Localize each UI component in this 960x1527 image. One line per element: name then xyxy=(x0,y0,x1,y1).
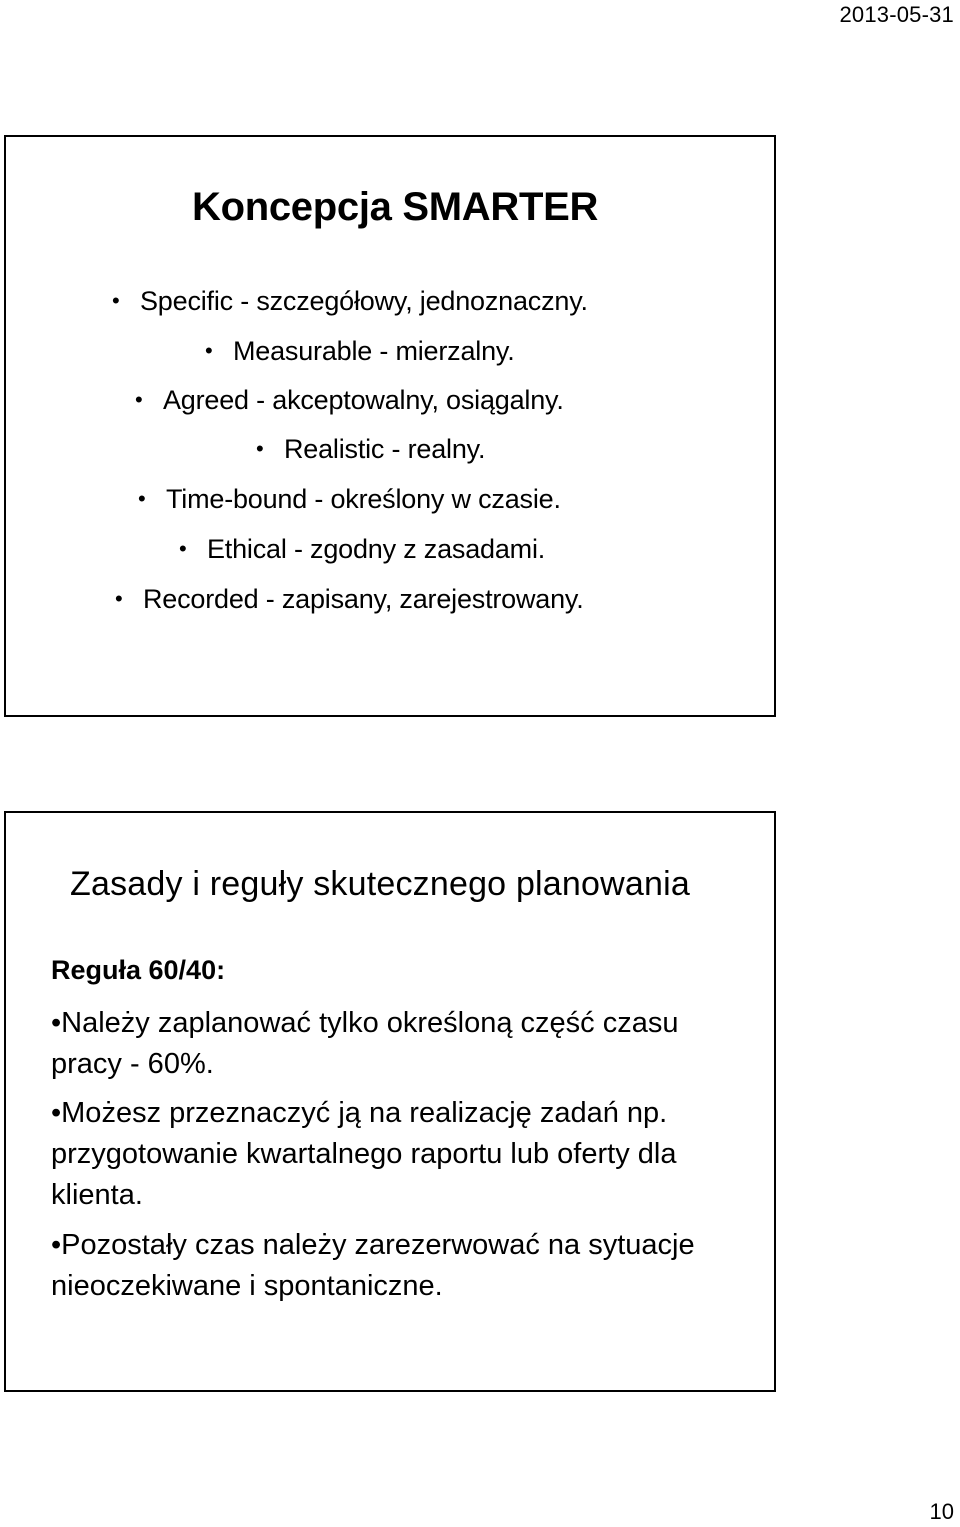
rule-subheading: Reguła 60/40: xyxy=(51,955,226,985)
list-item-text: Recorded - zapisany, zarejestrowany. xyxy=(143,584,584,614)
date-header: 2013-05-31 xyxy=(839,2,954,27)
slide-planning-rules xyxy=(4,811,776,1392)
bullet-icon: • xyxy=(135,387,143,412)
list-item-text: Time-bound - określony w czasie. xyxy=(166,484,561,514)
page-number: 10 xyxy=(929,1499,954,1524)
bullet-icon: • xyxy=(112,288,120,313)
list-item-text: Realistic - realny. xyxy=(284,434,486,464)
bullet-icon: • xyxy=(205,338,213,363)
rule-paragraph: •Możesz przeznaczyć ją na realizację zadań np. przygotowanie kwartalnego raportu lub oferty dla klienta. xyxy=(51,1097,677,1211)
slide-smarter xyxy=(4,135,776,717)
bullet-icon: • xyxy=(138,486,146,511)
rule-paragraph: •Należy zaplanować tylko określoną część czasu pracy - 60%. xyxy=(51,1007,679,1080)
list-item-text: Specific - szczegółowy, jednoznaczny. xyxy=(140,286,588,316)
rule-paragraph: •Pozostały czas należy zarezerwować na sytuacje nieoczekiwane i spontaniczne. xyxy=(51,1229,695,1302)
bullet-icon: • xyxy=(115,586,123,611)
list-item-text: Measurable - mierzalny. xyxy=(233,336,515,366)
bullet-icon: • xyxy=(179,536,187,561)
bullet-icon: • xyxy=(256,436,264,461)
slide-title: Zasady i reguły skutecznego planowania xyxy=(70,865,690,903)
slide-title: Koncepcja SMARTER xyxy=(192,185,599,229)
list-item-text: Agreed - akceptowalny, osiągalny. xyxy=(163,385,564,415)
list-item-text: Ethical - zgodny z zasadami. xyxy=(207,534,546,564)
